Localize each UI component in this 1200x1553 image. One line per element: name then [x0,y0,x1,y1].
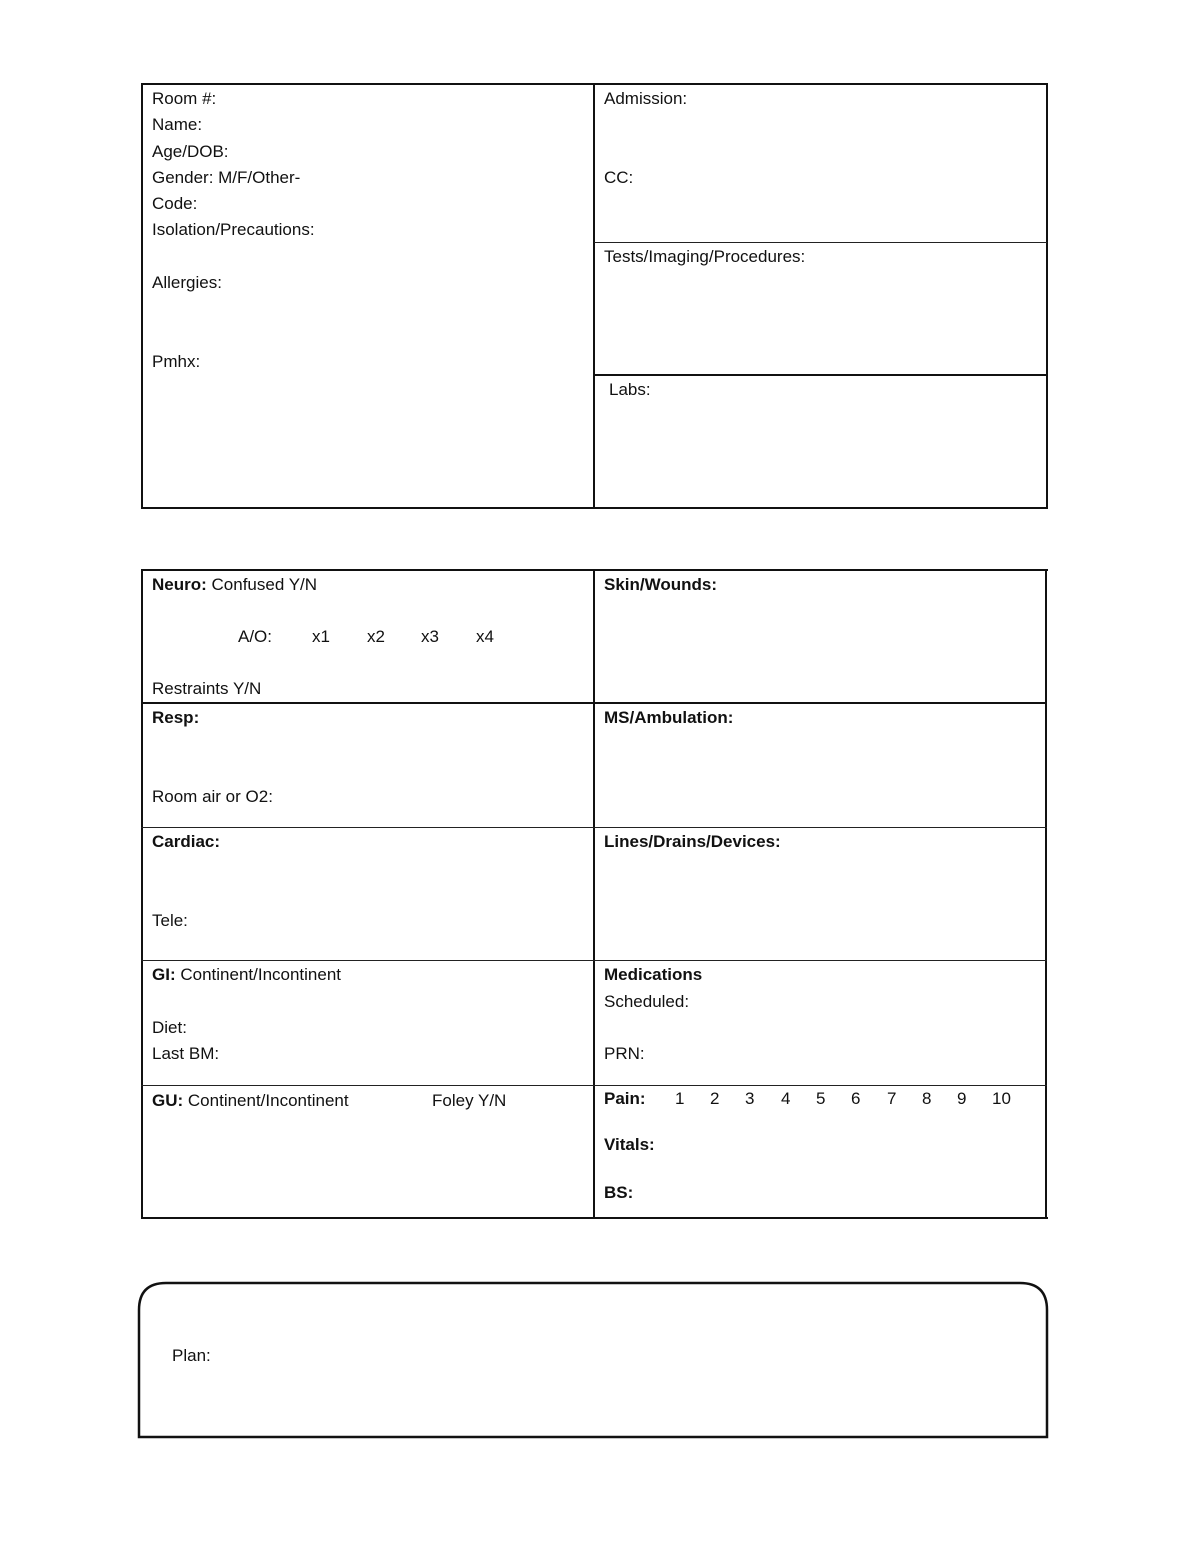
pain-scale-9: 9 [957,1089,967,1108]
last-bm-label: Last BM: [152,1044,220,1063]
code-label: Code: [152,194,198,213]
ao-option-x1: x1 [312,627,330,646]
ao-option-x2: x2 [367,627,385,646]
admission-label: Admission: [604,89,688,108]
tests-label: Tests/Imaging/Procedures: [604,247,806,266]
medications-label: Medications [604,965,703,984]
pain-scale-6: 6 [851,1089,861,1108]
gi-label: GI: [152,965,176,984]
plan-label: Plan: [172,1346,211,1365]
gender-label: Gender: M/F/Other- [152,168,301,187]
pain-label: Pain: [604,1089,646,1108]
cardiac-label: Cardiac: [152,832,221,851]
room-air-label: Room air or O2: [152,787,273,806]
age-dob-label: Age/DOB: [152,142,229,161]
cc-label: CC: [604,168,634,187]
vitals-label: Vitals: [604,1135,655,1154]
prn-label: PRN: [604,1044,645,1063]
diet-label: Diet: [152,1018,187,1037]
tele-label: Tele: [152,911,188,930]
resp-label: Resp: [152,708,200,727]
restraints-label: Restraints Y/N [152,679,262,698]
pain-scale-4: 4 [781,1089,791,1108]
neuro-label: Neuro: [152,575,207,594]
pain-scale-8: 8 [922,1089,932,1108]
pain-scale-3: 3 [745,1089,755,1108]
pmhx-label: Pmhx: [152,352,201,371]
skin-label: Skin/Wounds: [604,575,718,594]
pain-scale-5: 5 [816,1089,826,1108]
pain-scale-2: 2 [710,1089,720,1108]
allergies-label: Allergies: [152,273,222,292]
confused-label: Confused Y/N [211,575,318,594]
pain-scale-7: 7 [887,1089,897,1108]
gu-label: GU: [152,1091,184,1110]
scheduled-label: Scheduled: [604,992,690,1011]
ao-label: A/O: [238,627,273,646]
gi-continence: Continent/Incontinent [180,965,342,984]
room-label: Room #: [152,89,217,108]
foley-label: Foley Y/N [432,1091,507,1110]
isolation-label: Isolation/Precautions: [152,220,315,239]
ao-option-x3: x3 [421,627,439,646]
pain-scale-10: 10 [992,1089,1011,1108]
gu-continence: Continent/Incontinent [187,1091,349,1110]
pain-scale-1: 1 [675,1089,685,1108]
ao-option-x4: x4 [476,627,494,646]
ms-label: MS/Ambulation: [604,708,734,727]
name-label: Name: [152,115,203,134]
labs-label: Labs: [609,380,651,399]
bs-label: BS: [604,1183,634,1202]
lines-label: Lines/Drains/Devices: [604,832,781,851]
